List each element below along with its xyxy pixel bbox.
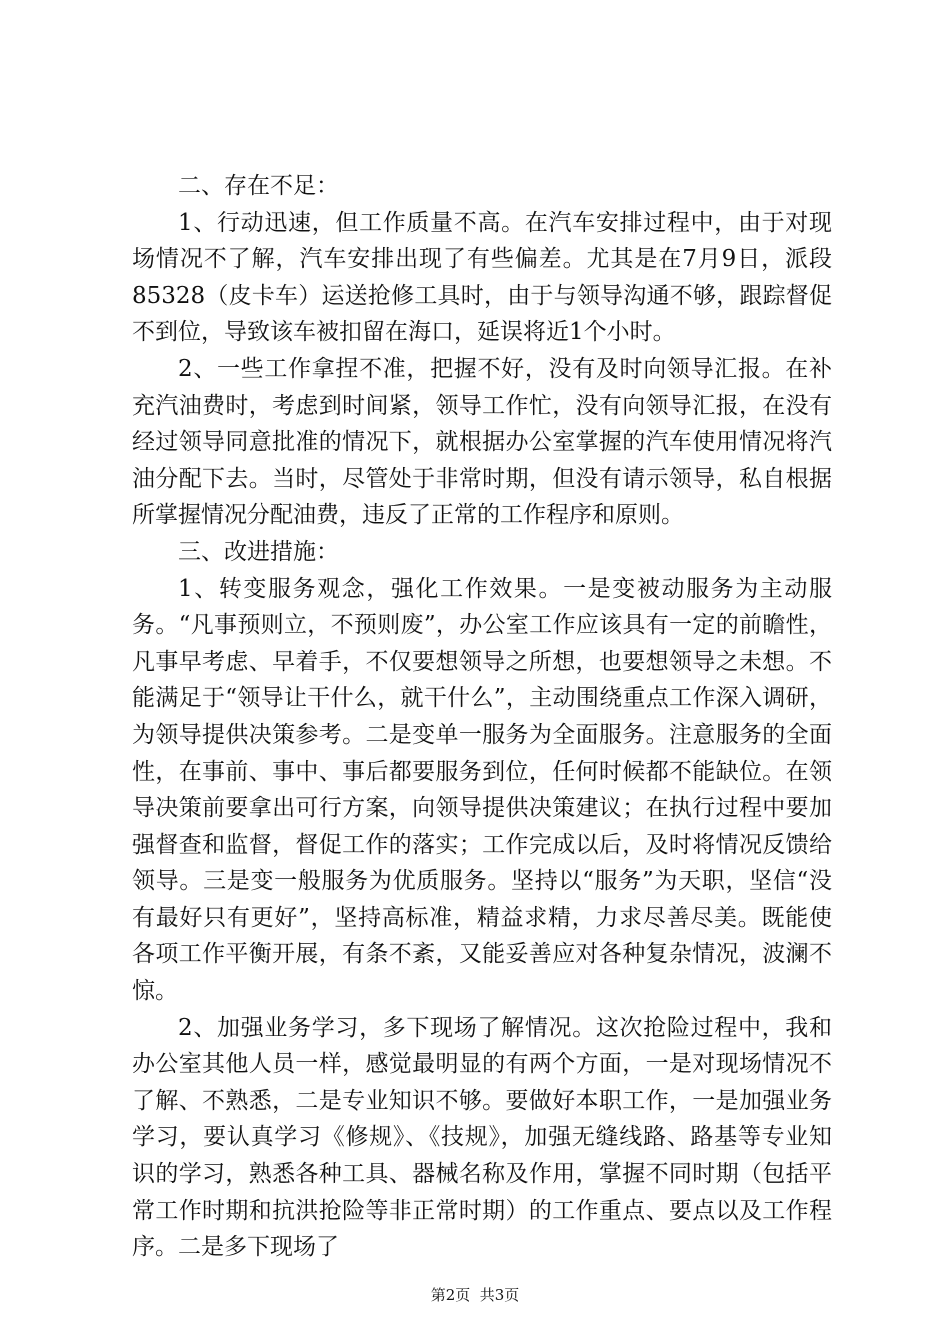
paragraph-improvement-1: 1、转变服务观念，强化工作效果。一是变被动服务为主动服务。“凡事预则立，不预则废”，办公室工作应该具有一定的前瞻性，凡事早考虑、早着手，不仅要想领导之所想，也要想领导之未想。不能满足于“领导让干什么，就干什么”，主动围绕重点工作深入调研，为领导提供决策参考。二是变单一服务为全面服务。注意服务的全面性，在事前、事中、事后都要服务到位，任何时候都不能缺位。在领导决策前要拿出可行方案，向领导提供决策建议；在执行过程中要加强督查和监督，督促工作的落实；工作完成以后，及时将情况反馈给领导。三是变一般服务为优质服务。坚持以“服务”为天职，坚信“没有最好只有更好”，坚持高标准，精益求精，力求尽善尽美。既能使各项工作平衡开展，有条不紊，又能妥善应对各种复杂情况，波澜不惊。 — [132, 575, 832, 1005]
document-body — [132, 168, 832, 1266]
section-heading-shortcomings: 二、存在不足： — [178, 173, 339, 199]
section-heading-improvements: 三、改进措施： — [178, 538, 339, 565]
paragraph-shortcoming-2: 2、一些工作拿捏不准，把握不好，没有及时向领导汇报。在补充汽油费时，考虑到时间紧，领导工作忙，没有向领导汇报，在没有经过领导同意批准的情况下，就根据办公室掌握的汽车使用情况将汽油分配下去。当时，尽管处于非常时期，但没有请示领导，私自根据所掌握情况分配油费，违反了正常的工作程序和原则。 — [132, 355, 832, 529]
page-number-footer: 第2页 共3页 — [430, 1286, 520, 1304]
paragraph-improvement-2: 2、加强业务学习，多下现场了解情况。这次抢险过程中，我和办公室其他人员一样，感觉最明显的有两个方面，一是对现场情况不了解、不熟悉，二是专业知识不够。要做好本职工作，一是加强业务学习，要认真学习《修规》、《技规》，加强无缝线路、路基等专业知识的学习，熟悉各种工具、器械名称及作用，掌握不同时期（包括平常工作时期和抗洪抢险等非正常时期）的工作重点、要点以及工作程序。二是多下现场了 — [132, 1014, 832, 1261]
paragraph-shortcoming-1: 1、行动迅速，但工作质量不高。在汽车安排过程中，由于对现场情况不了解，汽车安排出现了有些偏差。尤其是在7月9日，派段85328（皮卡车）运送抢修工具时，由于与领导沟通不够，跟踪督促不到位，导致该车被扣留在海口，延误将近1个小时。 — [132, 209, 832, 346]
